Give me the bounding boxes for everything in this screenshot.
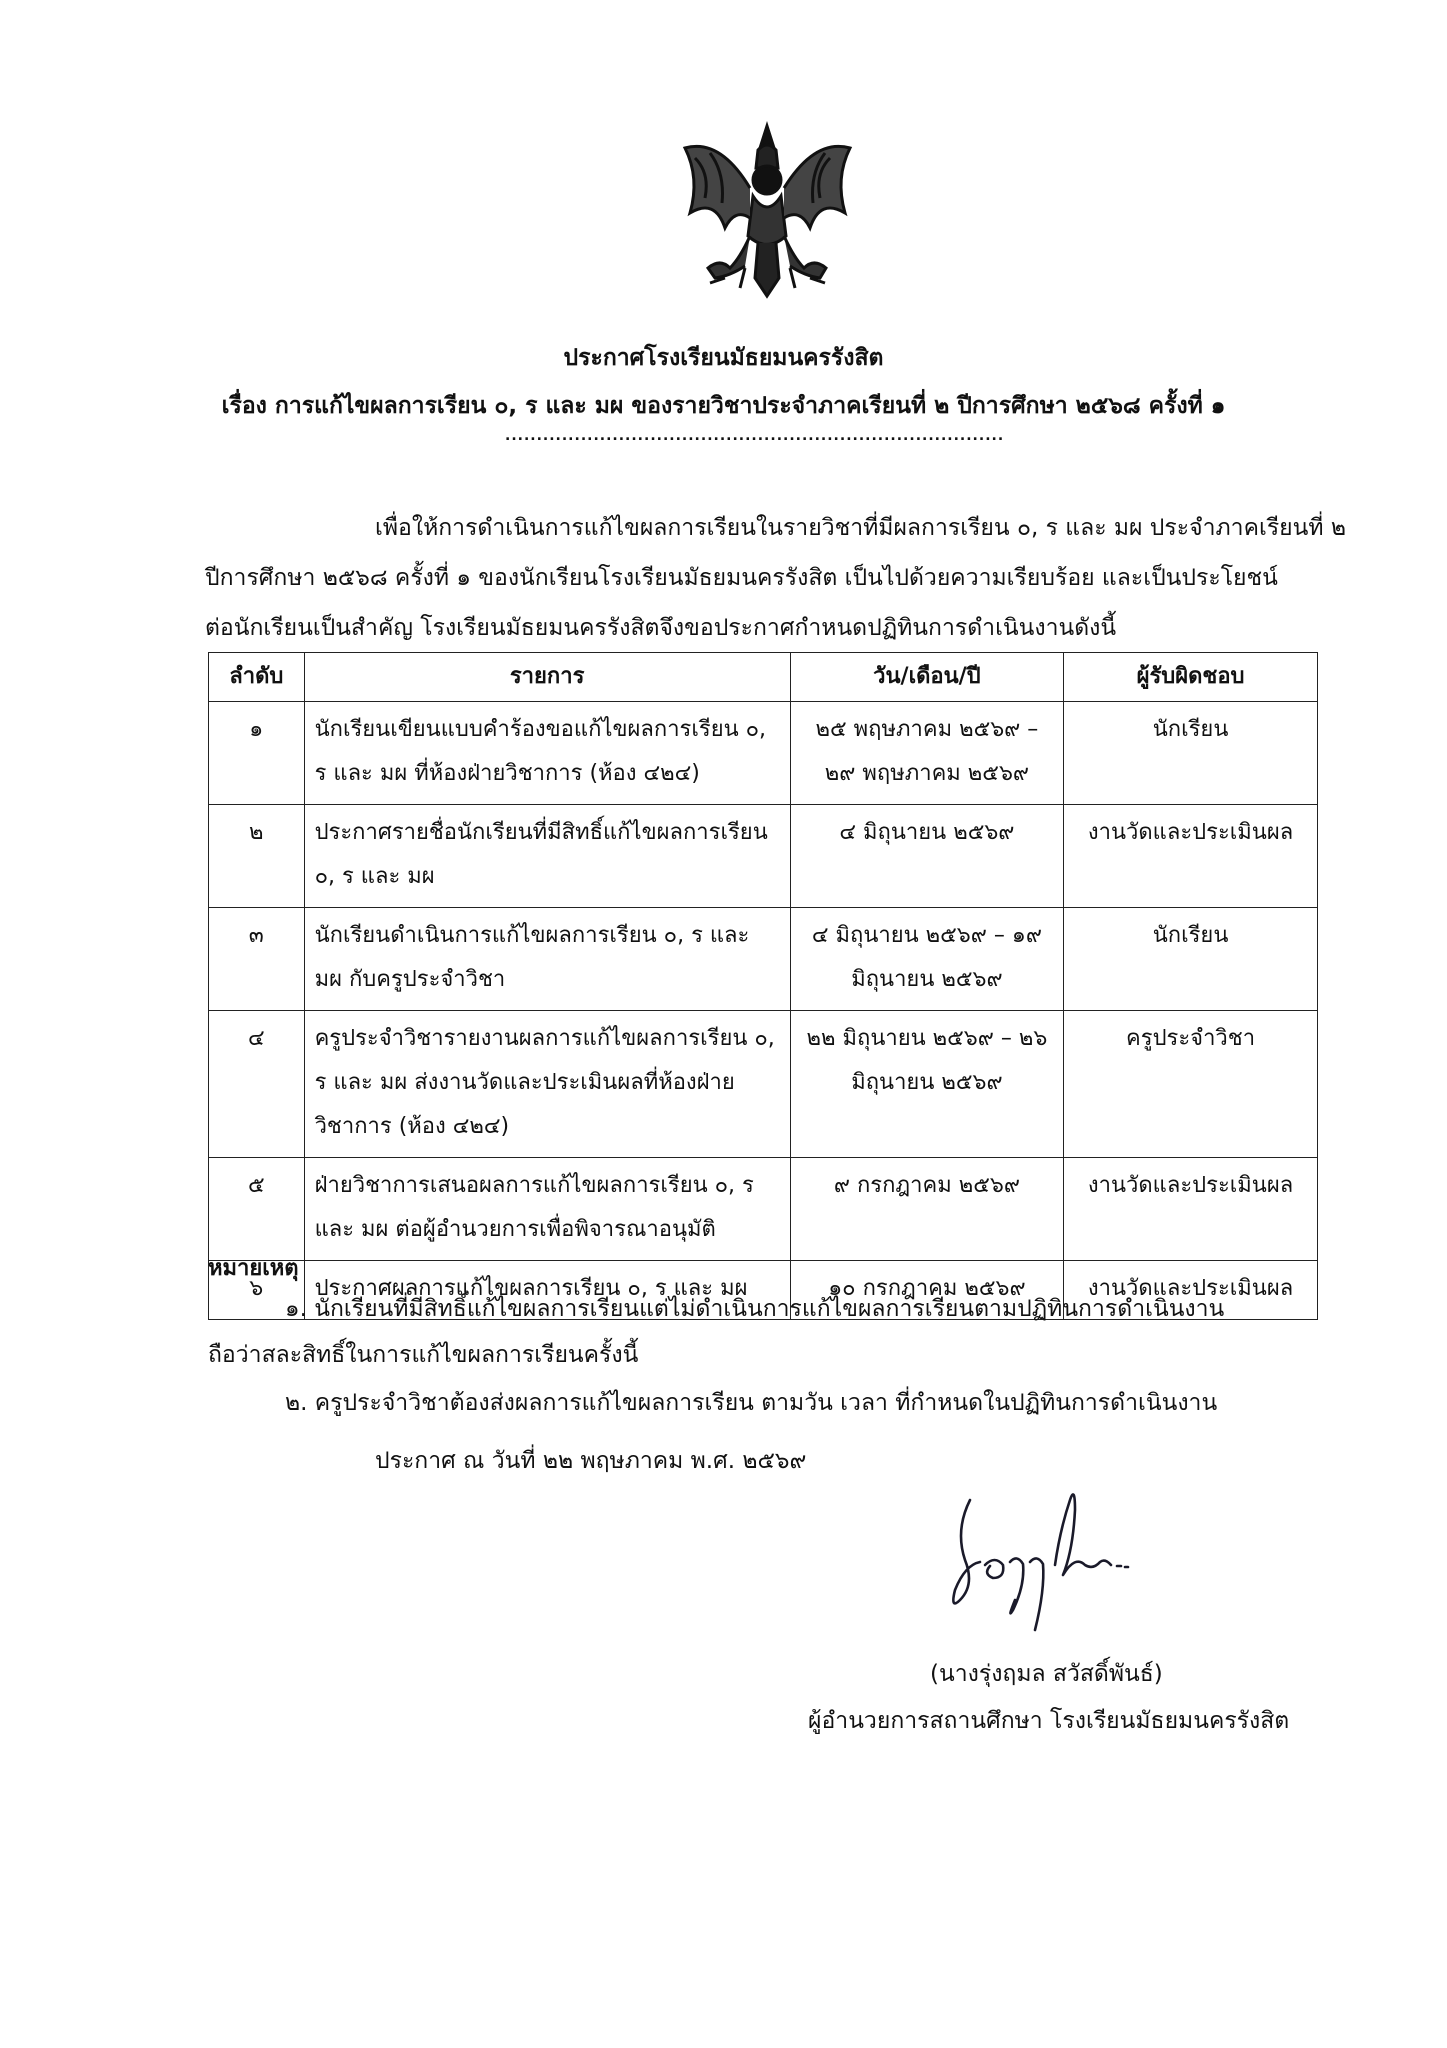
schedule-table (208, 652, 1318, 1320)
title-divider: ............................................................................... (505, 428, 1005, 444)
row-responsible: นักเรียน (1064, 908, 1318, 1011)
remarks-heading: หมายเหตุ (208, 1256, 299, 1281)
row-order: ๓ (209, 908, 305, 1011)
intro-line-3: ต่อนักเรียนเป็นสำคัญ โรงเรียนมัธยมนครรังสิตจึงขอประกาศกำหนดปฏิทินการดำเนินงานดังนี้ (205, 615, 1117, 641)
row-responsible: งานวัดและประเมินผล (1064, 1158, 1318, 1261)
intro-line-1: เพื่อให้การดำเนินการแก้ไขผลการเรียนในรายวิชาที่มีผลการเรียน ๐, ร และ มผ ประจำภาคเรียนที่ ๒ (375, 515, 1347, 541)
row-responsible: นักเรียน (1064, 702, 1318, 805)
row-item: ฝ่ายวิชาการเสนอผลการแก้ไขผลการเรียน ๐, ร และ มผ ต่อผู้อำนวยการเพื่อพิจารณาอนุมัติ (304, 1158, 790, 1261)
row-item: ครูประจำวิชารายงานผลการแก้ไขผลการเรียน ๐, ร และ มผ ส่งงานวัดและประเมินผลที่ห้องฝ่ายวิชาการ (ห้อง ๔๒๔) (304, 1011, 790, 1158)
remark-1: ๑. นักเรียนที่มีสิทธิ์แก้ไขผลการเรียนแต่ไม่ดำเนินการแก้ไขผลการเรียนตามปฏิทินการดำเนินงาน (285, 1296, 1225, 1322)
row-responsible: ครูประจำวิชา (1064, 1011, 1318, 1158)
handwritten-signature (935, 1470, 1155, 1670)
signer-position: ผู้อำนวยการสถานศึกษา โรงเรียนมัธยมนครรังสิต (808, 1708, 1290, 1734)
row-date: ๔ มิถุนายน ๒๕๖๙ – ๑๙ มิถุนายน ๒๕๖๙ (790, 908, 1063, 1011)
table-row (209, 908, 1318, 1011)
row-order: ๒ (209, 805, 305, 908)
table-row (209, 1011, 1318, 1158)
row-order: ๔ (209, 1011, 305, 1158)
header-item: รายการ (304, 653, 790, 702)
table-row (209, 702, 1318, 805)
announcement-title: ประกาศโรงเรียนมัธยมนครรังสิต (563, 345, 884, 371)
intro-line-2: ปีการศึกษา ๒๕๖๘ ครั้งที่ ๑ ของนักเรียนโรงเรียนมัธยมนครรังสิต เป็นไปด้วยความเรียบร้อย และเป็นประโยชน์ (205, 565, 1278, 591)
row-item: นักเรียนเขียนแบบคำร้องขอแก้ไขผลการเรียน ๐, ร และ มผ ที่ห้องฝ่ายวิชาการ (ห้อง ๔๒๔) (304, 702, 790, 805)
table-header-row (209, 653, 1318, 702)
row-item: ประกาศรายชื่อนักเรียนที่มีสิทธิ์แก้ไขผลการเรียน ๐, ร และ มผ (304, 805, 790, 908)
remark-2: ๒. ครูประจำวิชาต้องส่งผลการแก้ไขผลการเรียน ตามวัน เวลา ที่กำหนดในปฏิทินการดำเนินงาน (285, 1390, 1218, 1416)
signer-name: (นางรุ่งฤมล สวัสดิ์พันธ์) (930, 1661, 1163, 1687)
row-item: นักเรียนดำเนินการแก้ไขผลการเรียน ๐, ร และ มผ กับครูประจำวิชา (304, 908, 790, 1011)
row-date: ๑๐ กรกฎาคม ๒๕๖๙ (790, 1261, 1063, 1320)
announcement-date: ประกาศ ณ วันที่ ๒๒ พฤษภาคม พ.ศ. ๒๕๖๙ (375, 1448, 807, 1474)
row-date: ๔ มิถุนายน ๒๕๖๙ (790, 805, 1063, 908)
row-responsible: งานวัดและประเมินผล (1064, 1261, 1318, 1320)
announcement-subject: เรื่อง การแก้ไขผลการเรียน ๐, ร และ มผ ของรายวิชาประจำภาคเรียนที่ ๒ ปีการศึกษา ๒๕๖๘ ครั้งที่ ๑ (221, 393, 1226, 419)
row-item: ประกาศผลการแก้ไขผลการเรียน ๐, ร และ มผ (304, 1261, 790, 1320)
header-order: ลำดับ (209, 653, 305, 702)
row-date: ๙ กรกฎาคม ๒๕๖๙ (790, 1158, 1063, 1261)
header-responsible: ผู้รับผิดชอบ (1064, 653, 1318, 702)
row-date: ๒๕ พฤษภาคม ๒๕๖๙ – ๒๙ พฤษภาคม ๒๕๖๙ (790, 702, 1063, 805)
table-row (209, 1158, 1318, 1261)
row-order: ๑ (209, 702, 305, 805)
table-row (209, 805, 1318, 908)
row-responsible: งานวัดและประเมินผล (1064, 805, 1318, 908)
header-date: วัน/เดือน/ปี (790, 653, 1063, 702)
row-date: ๒๒ มิถุนายน ๒๕๖๙ – ๒๖ มิถุนายน ๒๕๖๙ (790, 1011, 1063, 1158)
garuda-emblem-icon (670, 118, 865, 308)
remark-1-continued: ถือว่าสละสิทธิ์ในการแก้ไขผลการเรียนครั้งนี้ (208, 1342, 639, 1368)
row-order: ๖ (209, 1261, 305, 1320)
row-order: ๕ (209, 1158, 305, 1261)
